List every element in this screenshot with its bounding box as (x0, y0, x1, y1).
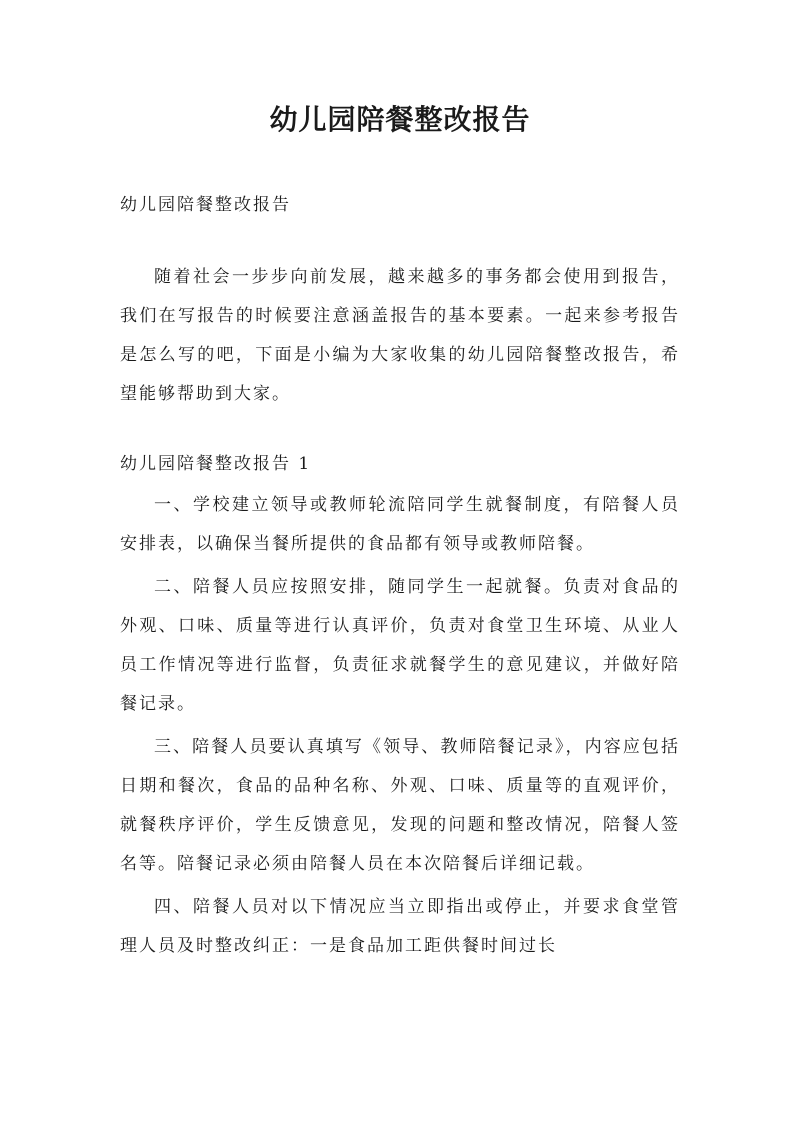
paragraph-item-1: 一、学校建立领导或教师轮流陪同学生就餐制度，有陪餐人员安排表，以确保当餐所提供的食品都有领导或教师陪餐。 (120, 495, 680, 554)
document-subtitle: 幼儿园陪餐整改报告 (120, 195, 291, 215)
section-heading: 幼儿园陪餐整改报告 1 (120, 454, 312, 474)
document-title: 幼儿园陪餐整改报告 (269, 103, 531, 136)
paragraph-item-2: 二、陪餐人员应按照安排，随同学生一起就餐。负责对食品的外观、口味、质量等进行认真评价，负责对食堂卫生环境、从业人员工作情况等进行监督，负责征求就餐学生的意见建议，并做好陪餐记录。 (120, 577, 680, 714)
intro-paragraph: 随着社会一步步向前发展，越来越多的事务都会使用到报告，我们在写报告的时候要注意涵盖报告的基本要素。一起来参考报告是怎么写的吧，下面是小编为大家收集的幼儿园陪餐整改报告，希望能够帮助到大家。 (120, 267, 680, 404)
paragraph-item-3: 三、陪餐人员要认真填写《领导、教师陪餐记录》，内容应包括日期和餐次，食品的品种名称、外观、口味、质量等的直观评价，就餐秩序评价，学生反馈意见，发现的问题和整改情况，陪餐人签名等。陪餐记录必须由陪餐人员在本次陪餐后详细记载。 (120, 737, 680, 874)
section-body (120, 486, 680, 970)
paragraph-item-4: 四、陪餐人员对以下情况应当立即指出或停止，并要求食堂管理人员及时整改纠正：一是食品加工距供餐时间过长 (120, 897, 680, 956)
